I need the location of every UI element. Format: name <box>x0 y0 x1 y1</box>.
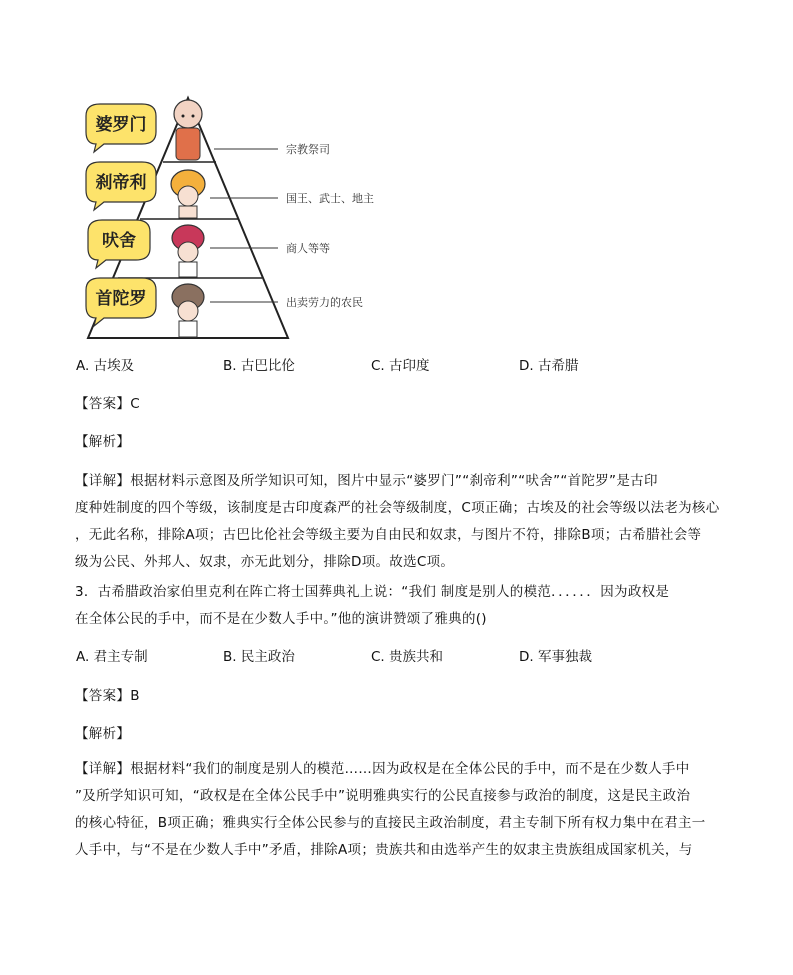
brahmin-figure <box>174 100 202 160</box>
q3-option-c: C. 贵族共和 <box>371 649 444 665</box>
q2-option-d: D. 古希腊 <box>519 358 579 374</box>
caste-bubble-shudra <box>86 278 156 326</box>
q3-option-d: D. 军事独裁 <box>519 649 592 665</box>
answer-tag: 【答案】 <box>75 396 131 412</box>
q2-answer <box>75 392 140 412</box>
q3-analysis-heading: 【解析】 <box>75 726 131 742</box>
detail-tag: 【详解】 <box>75 761 131 777</box>
caste-label: 吠舍 <box>102 231 136 251</box>
caste-bubble-vaishya <box>88 220 150 268</box>
q2-detail-line: 度种姓制度的四个等级，该制度是古印度森严的社会等级制度，C项正确；古埃及的社会等级以法老为核心 <box>75 500 720 516</box>
answer-tag: 【答案】 <box>75 688 131 704</box>
q3-detail-line: 人手中，与“不是在少数人手中”矛盾，排除A项；贵族共和由选举产生的奴隶主贵族组成国家机关，与 <box>75 842 693 858</box>
q3-stem-line: 在全体公民的手中，而不是在少数人手中。”他的演讲赞颂了雅典的() <box>75 611 487 627</box>
q2-analysis-heading: 【解析】 <box>75 434 131 450</box>
answer-value: C <box>130 396 140 412</box>
detail-tag: 【详解】 <box>75 473 131 489</box>
caste-bubble-brahmin <box>86 104 156 152</box>
role-label: 国王、武士、地主 <box>286 192 374 205</box>
shudra-figure <box>172 284 204 337</box>
role-label: 出卖劳力的农民 <box>286 296 363 309</box>
kshatriya-figure <box>171 170 205 218</box>
q3-detail-line: 的核心特征，B项正确；雅典实行全体公民参与的直接民主政治制度，君主专制下所有权力集中在君主一 <box>75 815 706 831</box>
role-label: 宗教祭司 <box>286 143 330 156</box>
answer-value: B <box>130 688 140 704</box>
caste-label: 婆罗门 <box>95 115 147 135</box>
caste-label: 刹帝利 <box>95 173 147 193</box>
caste-bubble-kshatriya <box>86 162 156 210</box>
role-label: 商人等等 <box>286 242 330 255</box>
q2-detail-line <box>75 469 658 489</box>
q3-detail-line: ”及所学知识可知，“政权是在全体公民手中”说明雅典实行的公民直接参与政治的制度，这是民主政治 <box>75 788 691 804</box>
detail-text: 根据材料示意图及所学知识可知，图片中显示“婆罗门”“刹帝利”“吠舍”“首陀罗”是古印 <box>130 473 658 489</box>
q3-option-a: A. 君主专制 <box>76 649 148 665</box>
q2-option-c: C. 古印度 <box>371 358 430 374</box>
q3-stem-line: 3．古希腊政治家伯里克利在阵亡将士国葬典礼上说：“我们 制度是别人的模范．．．．．．因为政权是 <box>75 584 670 600</box>
q3-answer <box>75 684 140 704</box>
q3-option-b: B. 民主政治 <box>223 649 295 665</box>
vaishya-figure <box>172 225 204 277</box>
q2-detail-line: 级为公民、外邦人、奴隶，亦无此划分，排除D项。故选C项。 <box>75 554 455 570</box>
q2-detail-line: ，无此名称，排除A项；古巴比伦社会等级主要为自由民和奴隶，与图片不符，排除B项；古希腊社会等 <box>75 527 702 543</box>
q2-option-a: A. 古埃及 <box>76 358 135 374</box>
q2-option-b: B. 古巴比伦 <box>223 358 295 374</box>
detail-text: 根据材料“我们的制度是别人的模范……因为政权是在全体公民的手中，而不是在少数人手中 <box>130 761 690 777</box>
caste-pyramid-figure <box>80 92 400 344</box>
caste-label: 首陀罗 <box>95 289 147 309</box>
q3-detail-line <box>75 757 690 777</box>
